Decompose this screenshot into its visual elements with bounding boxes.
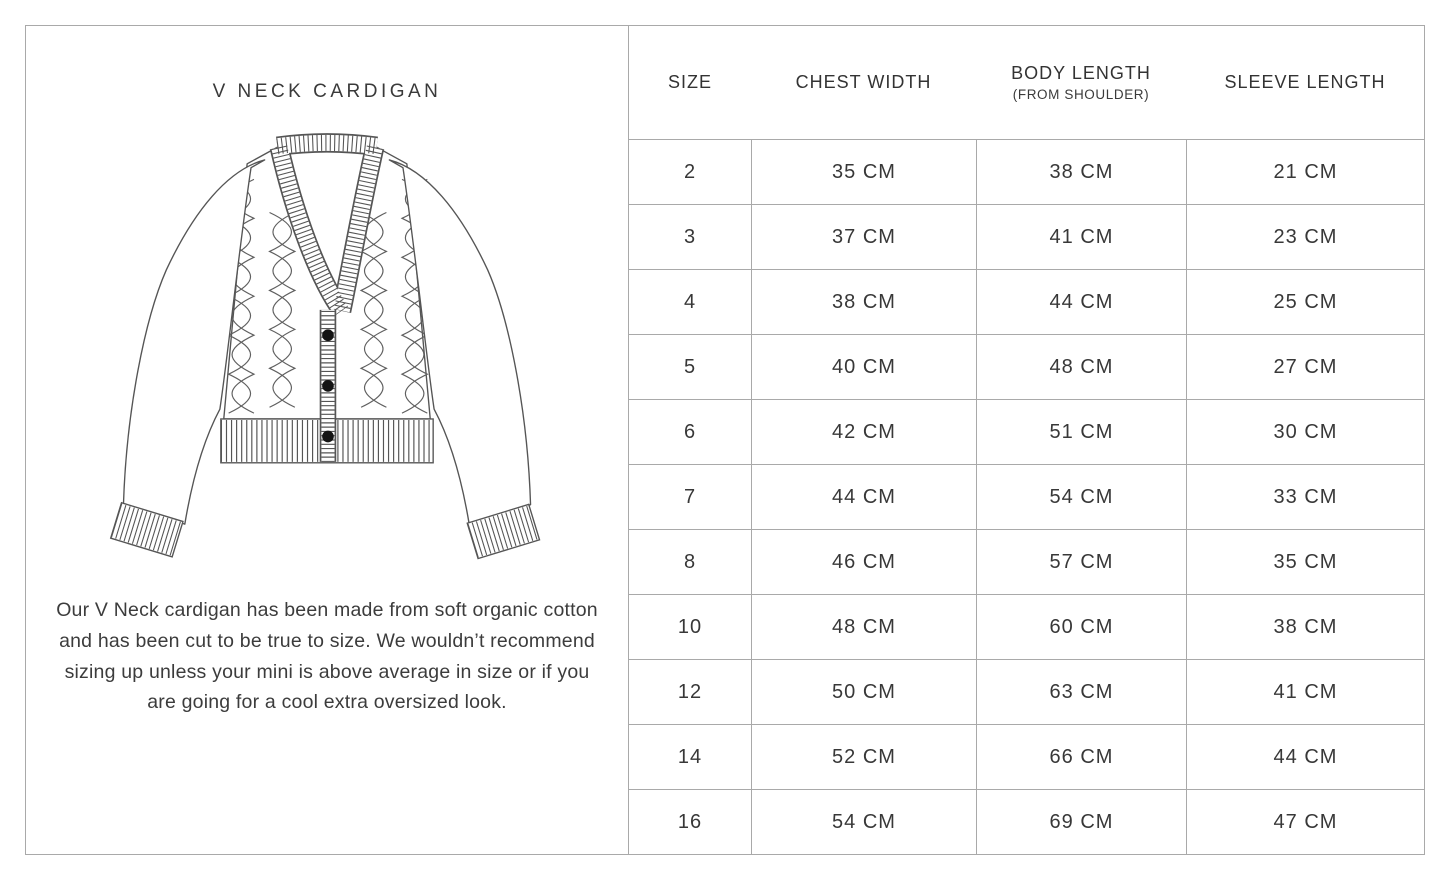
- cell-body-length: 69 CM: [976, 790, 1186, 854]
- size-table-row: [629, 594, 1424, 659]
- size-guide-sheet: [25, 25, 1425, 855]
- size-table-row: [629, 399, 1424, 464]
- product-description: Our V Neck cardigan has been made from soft organic cotton and has been cut to be true to size. We wouldn’t recommend sizing up unless your mini is above average in size or if you are going for a cool extra oversized look.: [56, 599, 598, 714]
- size-table-row: [629, 529, 1424, 594]
- cell-chest-width: 35 CM: [751, 140, 976, 204]
- size-table-row: [629, 789, 1424, 854]
- cell-body-length: 63 CM: [976, 660, 1186, 724]
- column-header-body-length-main: BODY LENGTH: [1011, 63, 1151, 83]
- column-header-body-length: [976, 63, 1186, 102]
- button-top: [322, 329, 334, 341]
- cell-body-length: 38 CM: [976, 140, 1186, 204]
- cell-sleeve-length: 27 CM: [1186, 335, 1424, 399]
- column-header-sleeve-length: SLEEVE LENGTH: [1224, 72, 1386, 92]
- cell-body-length: 54 CM: [976, 465, 1186, 529]
- cell-chest-width: 37 CM: [751, 205, 976, 269]
- cell-chest-width: 54 CM: [751, 790, 976, 854]
- cell-size: 16: [677, 810, 703, 833]
- cell-chest-width: 50 CM: [751, 660, 976, 724]
- cell-sleeve-length: 38 CM: [1186, 595, 1424, 659]
- cell-sleeve-length: 33 CM: [1186, 465, 1424, 529]
- size-chart-header-row: [629, 26, 1424, 139]
- size-table-row: [629, 464, 1424, 529]
- cell-body-length: 66 CM: [976, 725, 1186, 789]
- cell-size: 14: [677, 745, 703, 768]
- button-middle: [322, 380, 334, 392]
- button-bottom: [322, 431, 334, 443]
- cell-sleeve-length: 21 CM: [1186, 140, 1424, 204]
- cell-body-length: 57 CM: [976, 530, 1186, 594]
- size-table-body: [629, 139, 1424, 854]
- cell-chest-width: 40 CM: [751, 335, 976, 399]
- cell-body-length: 60 CM: [976, 595, 1186, 659]
- column-header-chest-width: CHEST WIDTH: [795, 72, 932, 92]
- size-table-row: [629, 139, 1424, 204]
- column-header-body-length-sub: (FROM SHOULDER): [1012, 87, 1150, 102]
- cell-sleeve-length: 23 CM: [1186, 205, 1424, 269]
- size-table-row: [629, 659, 1424, 724]
- column-header-size: SIZE: [667, 72, 712, 92]
- cell-size: 2: [683, 160, 697, 183]
- cardigan-illustration: [101, 119, 553, 567]
- cell-size: 5: [683, 355, 697, 378]
- cell-chest-width: 46 CM: [751, 530, 976, 594]
- cell-body-length: 51 CM: [976, 400, 1186, 464]
- cell-sleeve-length: 35 CM: [1186, 530, 1424, 594]
- cell-sleeve-length: 41 CM: [1186, 660, 1424, 724]
- cell-size: 7: [683, 485, 697, 508]
- cell-body-length: 44 CM: [976, 270, 1186, 334]
- cell-chest-width: 38 CM: [751, 270, 976, 334]
- cell-sleeve-length: 30 CM: [1186, 400, 1424, 464]
- cell-size: 12: [677, 680, 703, 703]
- cell-size: 10: [677, 615, 703, 638]
- cell-size: 4: [683, 290, 697, 313]
- cell-chest-width: 42 CM: [751, 400, 976, 464]
- cell-chest-width: 52 CM: [751, 725, 976, 789]
- cell-chest-width: 48 CM: [751, 595, 976, 659]
- cell-sleeve-length: 25 CM: [1186, 270, 1424, 334]
- product-title: V NECK CARDIGAN: [212, 81, 442, 102]
- cell-sleeve-length: 44 CM: [1186, 725, 1424, 789]
- size-table-row: [629, 334, 1424, 399]
- cell-body-length: 48 CM: [976, 335, 1186, 399]
- size-table-row: [629, 269, 1424, 334]
- size-table-row: [629, 724, 1424, 789]
- size-table-row: [629, 204, 1424, 269]
- product-panel: [26, 26, 628, 854]
- cell-body-length: 41 CM: [976, 205, 1186, 269]
- cell-size: 3: [683, 225, 697, 248]
- cell-chest-width: 44 CM: [751, 465, 976, 529]
- cell-sleeve-length: 47 CM: [1186, 790, 1424, 854]
- size-chart-table: [628, 26, 1424, 854]
- cell-size: 6: [683, 420, 697, 443]
- cell-size: 8: [683, 550, 697, 573]
